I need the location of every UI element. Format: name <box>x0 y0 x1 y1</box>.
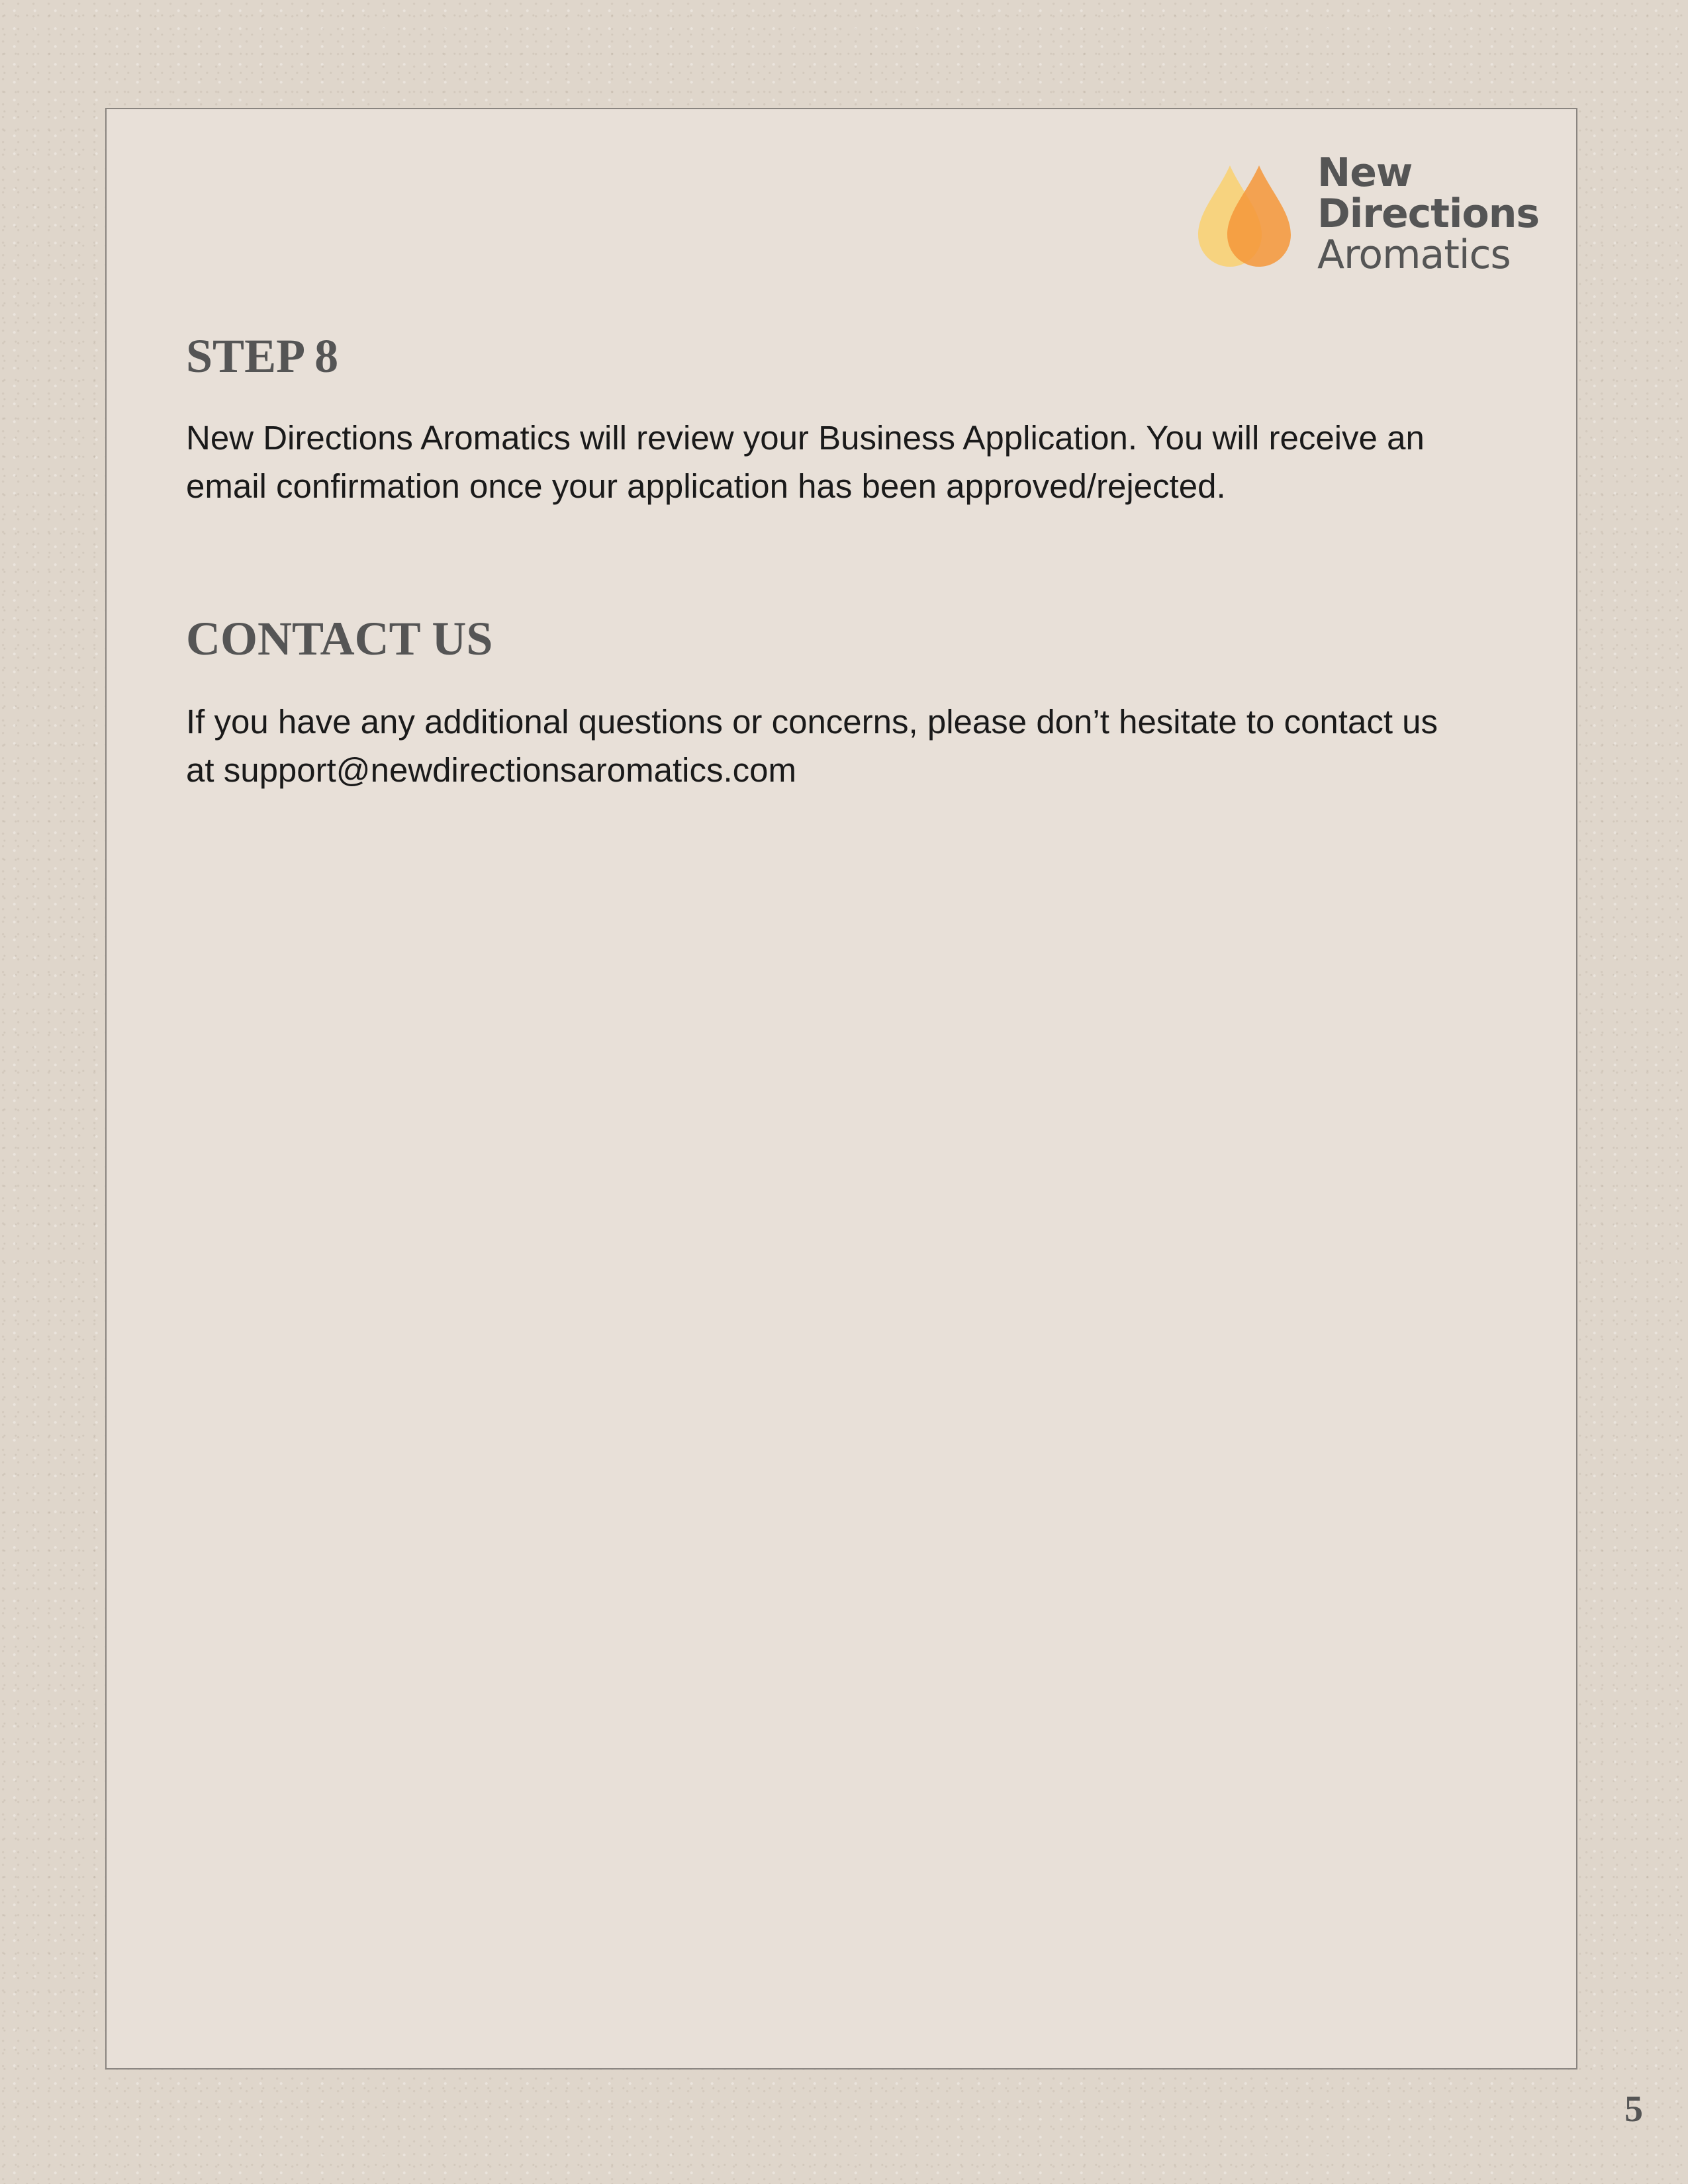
oil-drops-icon <box>1178 159 1311 278</box>
logo-wordmark <box>1317 150 1540 278</box>
logo-line-new: New <box>1317 150 1413 196</box>
step-8-text-line-2: email confirmation once your application has been approved/rejected. <box>186 467 1226 505</box>
step-8-heading: STEP 8 <box>186 330 339 383</box>
contact-us-text-line-1: If you have any additional questions or concerns, please don’t hesitate to contact us <box>186 703 1438 741</box>
page-frame <box>105 108 1577 2070</box>
brand-logo <box>1178 150 1540 285</box>
contact-us-text <box>186 698 1530 794</box>
step-8-text-line-1: New Directions Aromatics will review your Business Application. You will receive an <box>186 419 1425 457</box>
contact-us-text-prefix: at <box>186 751 224 789</box>
page-number: 5 <box>1624 2089 1643 2130</box>
contact-us-heading: CONTACT US <box>186 612 493 665</box>
step-8-text <box>186 414 1530 510</box>
logo-line-directions: Directions <box>1317 191 1540 237</box>
support-email-link[interactable]: support@newdirectionsaromatics.com <box>223 751 796 789</box>
logo-line-aromatics: Aromatics <box>1317 232 1511 278</box>
